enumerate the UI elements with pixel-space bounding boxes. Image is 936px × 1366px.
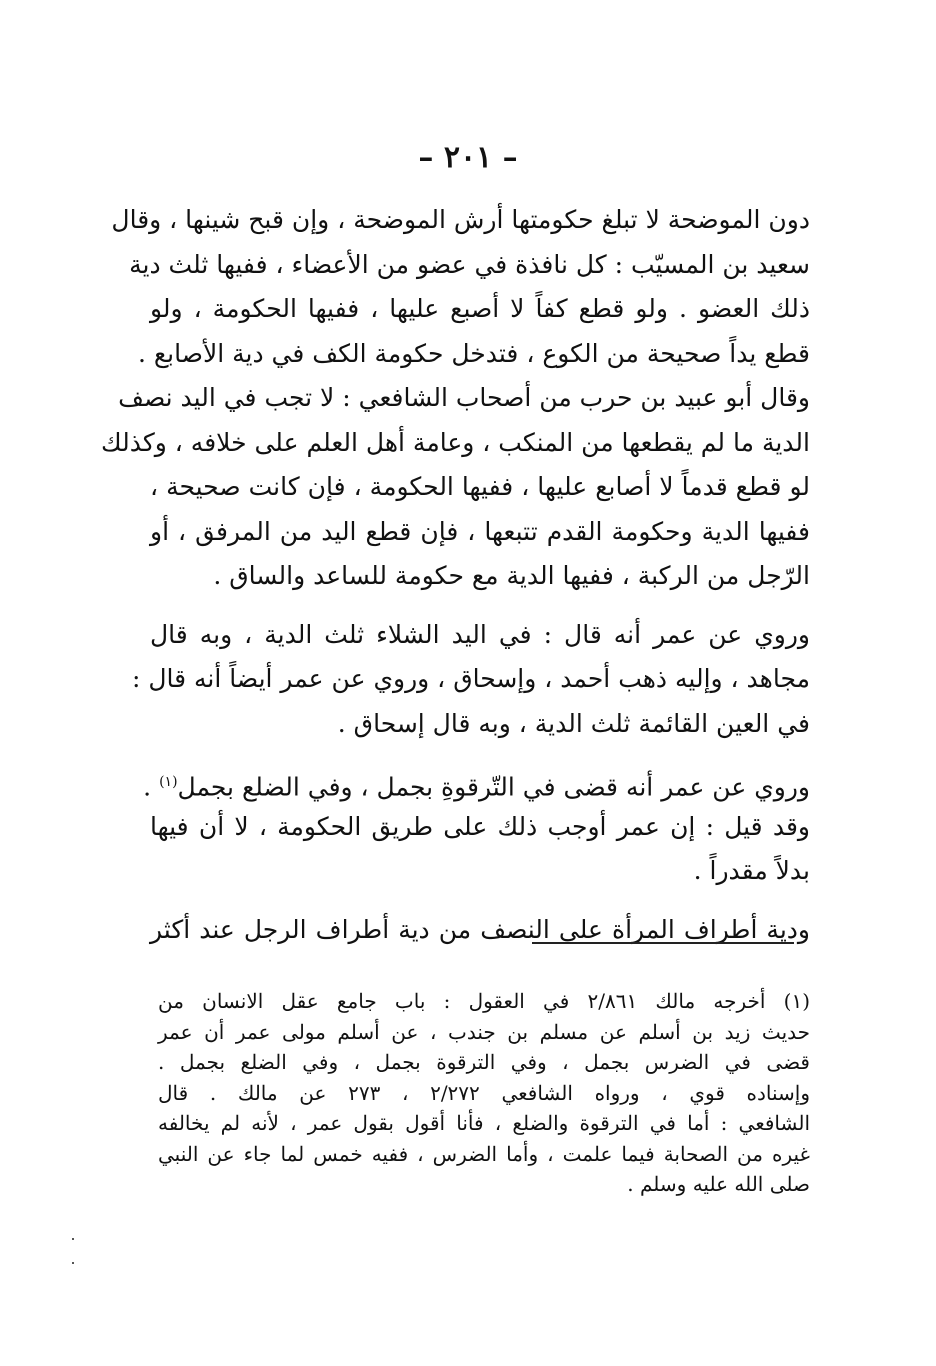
text-line: ففيها الدية وحكومة القدم تتبعها ، فإن قطع اليد من المرفق ، أو bbox=[150, 516, 810, 546]
text-line: ذلك العضو . ولو قطع كفاً لا أصبع عليها ، ففيها الحكومة ، ولو bbox=[150, 294, 810, 323]
text-run: وروي عن عمر أنه قضى في التّرقوةِ بجمل ، وفي الضلع بجمل bbox=[177, 772, 810, 802]
paragraph bbox=[101, 198, 810, 599]
footnote-separator bbox=[532, 942, 794, 944]
footnote-line: حديث زيد بن أسلم عن مسلم بن جندب ، عن أسلم مولى عمر أن عمر bbox=[158, 1019, 810, 1044]
footnote-line: الشافعي : أما في الترقوة والضلع ، فأنا أقول بقول عمر ، لأنه لم يخالفه bbox=[158, 1111, 810, 1135]
text-line: لو قطع قدماً لا أصابع عليها ، ففيها الحكومة ، فإن كانت صحيحة ، bbox=[150, 472, 810, 501]
text-line: ودية أطراف المرأة على النصف من دية أطراف الرجل عند أكثر bbox=[150, 914, 810, 944]
scan-speck bbox=[72, 1238, 74, 1240]
text-run: . bbox=[143, 772, 160, 802]
paragraph bbox=[150, 908, 810, 953]
page-number: – ٢٠١ – bbox=[418, 140, 518, 175]
text-line: وقد قيل : إن عمر أوجب ذلك على طريق الحكومة ، لا أن فيها bbox=[150, 811, 810, 841]
text-line: في العين القائمة ثلث الدية ، وبه قال إسحاق . bbox=[337, 708, 810, 738]
paragraph bbox=[131, 613, 810, 747]
paragraph bbox=[143, 760, 810, 894]
scan-speck bbox=[72, 1262, 74, 1264]
text-line: الرّجل من الركبة ، ففيها الدية مع حكومة للساعد والساق . bbox=[213, 561, 810, 590]
text-line: سعيد بن المسيّب : كل نافذة في عضو من الأعضاء ، ففيها ثلث دية bbox=[129, 249, 810, 279]
footnote-line: وإسناده قوي ، ورواه الشافعي ٢/٢٧٢ ، ٢٧٣ عن مالك . قال bbox=[158, 1080, 811, 1105]
main-text bbox=[101, 198, 810, 952]
text-line: قطع يداً صحيحة من الكوع ، فتدخل حكومة الكف في دية الأصابع . bbox=[137, 338, 810, 368]
text-line: بدلاً مقدراً . bbox=[693, 856, 810, 885]
text-line: وروي عن عمر أنه قال : في اليد الشلاء ثلث الدية ، وبه قال bbox=[150, 619, 810, 649]
footnote-line: (١) أخرجه مالك ٢/٨٦١ في العقول : باب جامع عقل الانسان من bbox=[158, 989, 811, 1013]
footnote-line: غيره من الصحابة فيما علمت ، وأما الضرس ، ففيه خمس لما جاء عن النبي bbox=[158, 1141, 810, 1166]
footnote-line: صلى الله عليه وسلم . bbox=[627, 1172, 810, 1196]
text-line: الدية ما لم يقطعها من المنكب ، وعامة أهل العلم على خلافه ، وكذلك bbox=[101, 427, 810, 457]
text-line: وقال أبو عبيد بن حرب من أصحاب الشافعي : لا تجب في اليد نصف bbox=[118, 383, 810, 412]
footnote bbox=[158, 986, 810, 1200]
text-line: دون الموضحة لا تبلغ حكومتها أرش الموضحة ، وإن قبح شينها ، وقال bbox=[111, 205, 810, 234]
footnote-reference[interactable]: (١) bbox=[159, 774, 178, 790]
footnote-line: قضى في الضرس بجمل ، وفي الترقوة بجمل ، وفي الضلع بجمل . bbox=[158, 1050, 810, 1074]
text-line-with-footnote bbox=[143, 760, 810, 805]
text-line: مجاهد ، وإليه ذهب أحمد ، وإسحاق ، وروي عن عمر أيضاً أنه قال : bbox=[131, 664, 810, 693]
